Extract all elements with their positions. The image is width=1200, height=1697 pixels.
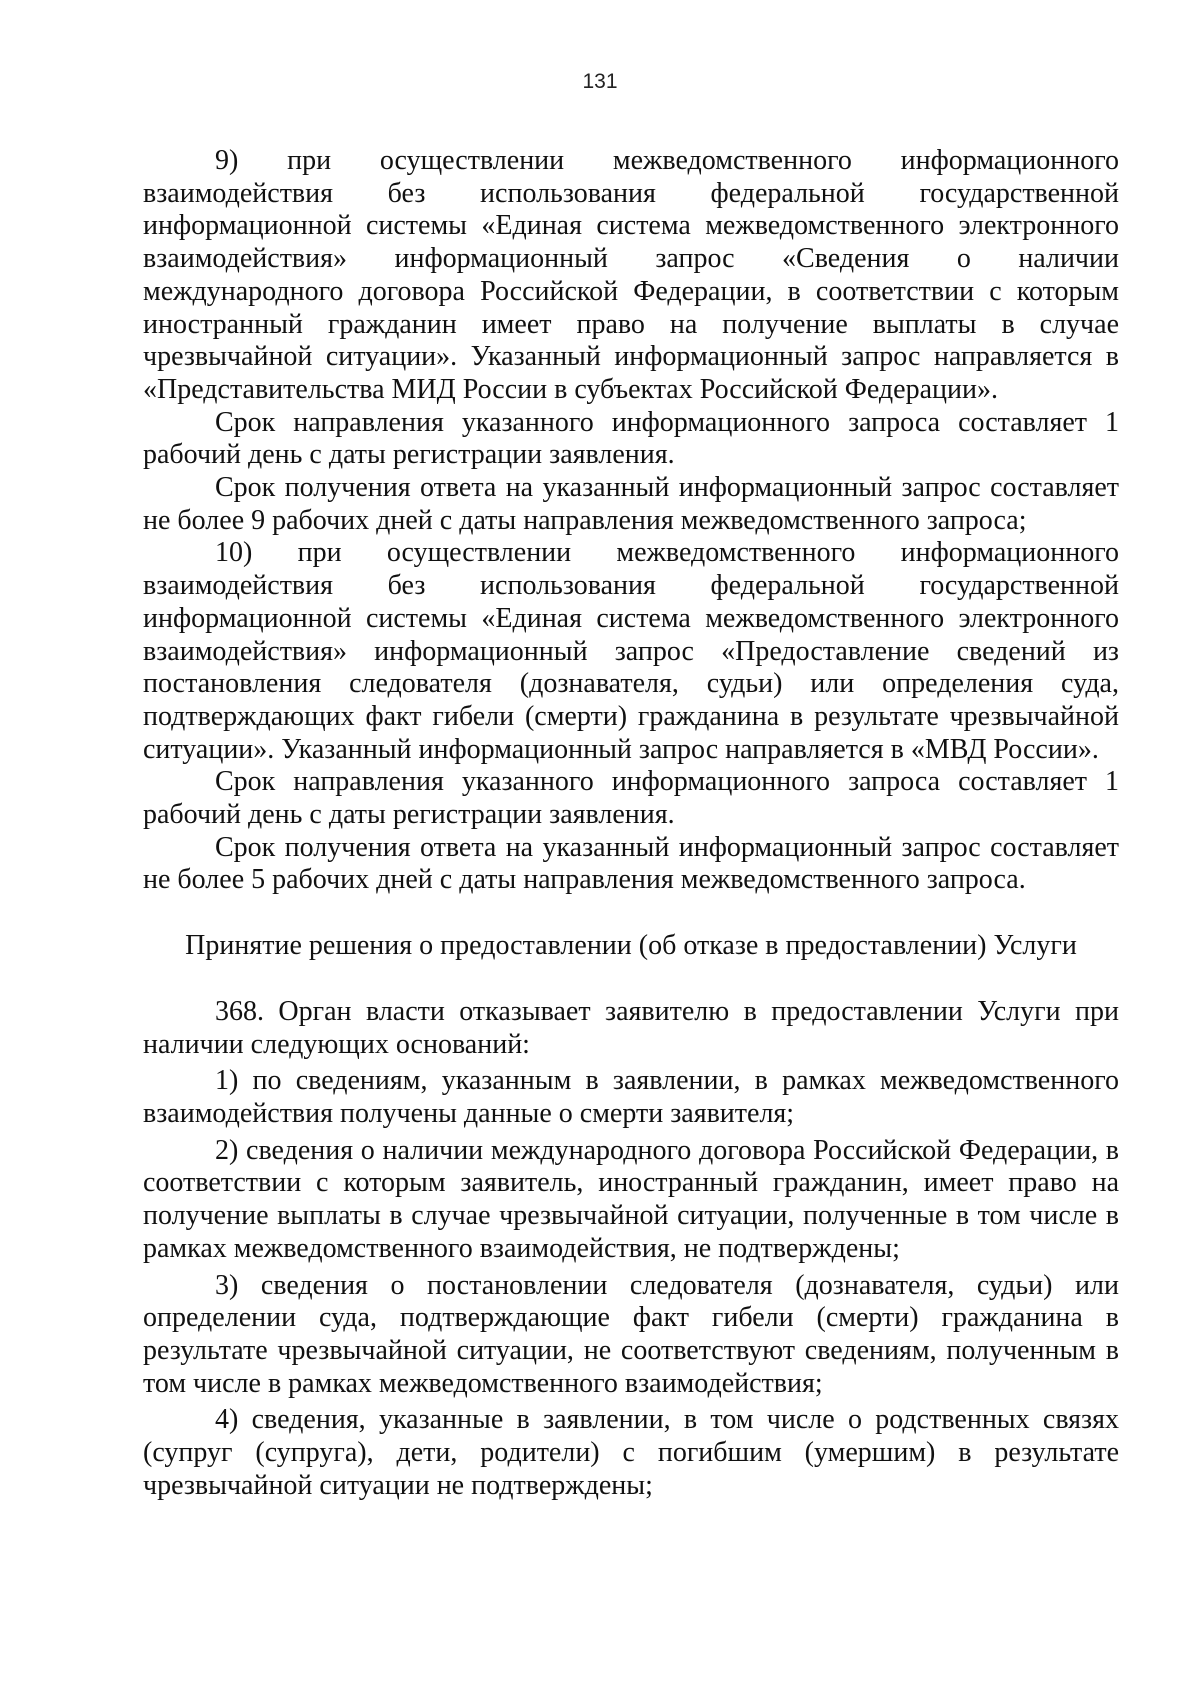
list-item-3: 3) сведения о постановлении следователя (дознавателя, судьи) или определении суда, подтверждающие факт гибели (смерти) гражданина в результате чрезвычайной ситуации, не соответствуют сведениям, полученным в том числе в рамках межведомственного взаимодействия; xyxy=(143,1269,1119,1399)
list-item-2: 2) сведения о наличии международного договора Российской Федерации, в соответствии с которым заявитель, иностранный гражданин, имеет право на получение выплаты в случае чрезвычайной ситуации, полученные в том числе в рамках межведомственного взаимодействия, не подтверждены; xyxy=(143,1134,1119,1264)
paragraph-item-10: 10) при осуществлении межведомственного информационного взаимодействия без использования федеральной государственной информационной системы «Единая система межведомственного электронного взаимодействия» информационный запрос «Предоставление сведений из постановления следователя (дознавателя, судьи) или определения суда, подтверждающих факт гибели (смерти) гражданина в результате чрезвычайной ситуации». Указанный информационный запрос направляется в «МВД России». xyxy=(143,537,1119,765)
page-number: 131 xyxy=(582,70,618,93)
list-item-1: 1) по сведениям, указанным в заявлении, в рамках межведомственного взаимодействия получены данные о смерти заявителя; xyxy=(143,1065,1119,1129)
paragraph-request-deadline-2: Срок направления указанного информационного запроса составляет 1 рабочий день с даты регистрации заявления. xyxy=(143,766,1119,831)
paragraph-request-deadline: Срок направления указанного информационного запроса составляет 1 рабочий день с даты регистрации заявления. xyxy=(143,406,1119,471)
paragraph-item-9: 9) при осуществлении межведомственного информационного взаимодействия без использования федеральной государственной информационной системы «Единая система межведомственного электронного взаимодействия» информационный запрос «Сведения о наличии международного договора Российской Федерации, в соответствии с которым иностранный гражданин имеет право на получение выплаты в случае чрезвычайной ситуации». Указанный информационный запрос направляется в «Представительства МИД России в субъектах Российской Федерации». xyxy=(143,145,1119,405)
section-heading: Принятие решения о предоставлении (об отказе в предоставлении) Услуги xyxy=(185,930,1077,962)
list-item-4: 4) сведения, указанные в заявлении, в том числе о родственных связях (супруг (супруга), дети, родители) с погибшим (умершим) в результате чрезвычайной ситуации не подтверждены; xyxy=(143,1404,1119,1501)
paragraph-response-deadline-2: Срок получения ответа на указанный информационный запрос составляет не более 5 рабочих дней с даты направления межведомственного запроса. xyxy=(143,831,1119,896)
paragraph-368: 368. Орган власти отказывает заявителю в предоставлении Услуги при наличии следующих оснований: xyxy=(143,995,1119,1060)
document-body xyxy=(143,145,1119,1502)
paragraph-response-deadline: Срок получения ответа на указанный информационный запрос составляет не более 9 рабочих дней с даты направления межведомственного запроса; xyxy=(143,472,1119,536)
